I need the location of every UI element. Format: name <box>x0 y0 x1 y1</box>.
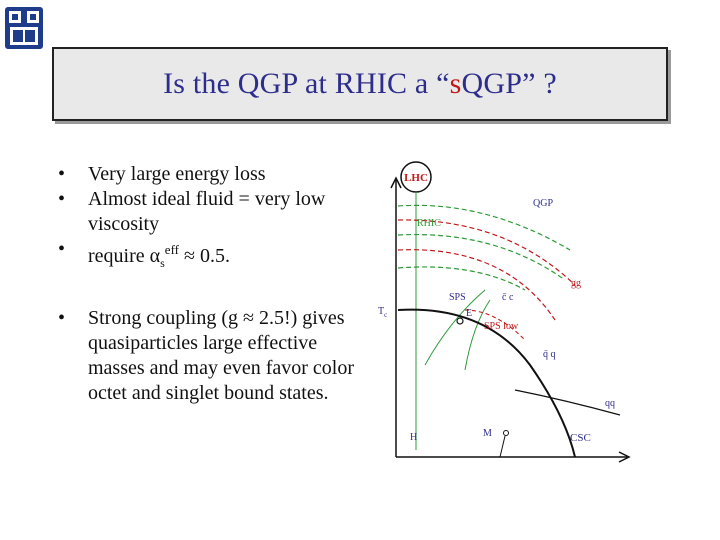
university-logo <box>4 6 44 50</box>
qgp-label: QGP <box>533 198 554 209</box>
e-label: E <box>466 308 473 319</box>
bullet-list <box>56 162 356 406</box>
e-point <box>457 318 463 324</box>
bullet-item: • Almost ideal fluid = very low viscosity <box>58 188 326 235</box>
m-label: M <box>483 428 492 439</box>
qq-label: qq <box>605 398 615 409</box>
bullet-item: • Strong coupling (g ≈ 2.5!) gives quasiparticles large effective masses and may even favor color octet and singlet bound states. <box>58 307 355 404</box>
gg-trajectory <box>398 220 575 285</box>
tc-label: $T_c$ <box>378 306 388 319</box>
m-line <box>500 436 505 457</box>
gg-label: gg <box>571 278 581 289</box>
slide-title: Is the QGP at RHIC a “sQGP” ? <box>163 67 557 100</box>
title-accent-s: s <box>449 67 462 100</box>
lhc-label: LHC <box>404 172 428 184</box>
ccbar-label: c̄ c <box>502 292 514 303</box>
csc-label: CSC <box>570 432 591 444</box>
rhic-label: RHIC <box>417 218 441 229</box>
sps-label: SPS <box>449 292 466 303</box>
m-point <box>504 431 509 436</box>
h-label: H <box>410 432 418 443</box>
sps-trajectory <box>398 267 525 290</box>
bullet-item: • require $\alpha_s^{eff} \approx 0.5$. <box>58 238 230 270</box>
bullet-item: • Very large energy loss <box>58 163 266 185</box>
qq-bar-label: q̄ q <box>543 349 556 360</box>
qcd-phase-diagram <box>365 150 650 470</box>
sps-low-label: SPS low <box>484 321 519 332</box>
title-box <box>52 47 668 121</box>
